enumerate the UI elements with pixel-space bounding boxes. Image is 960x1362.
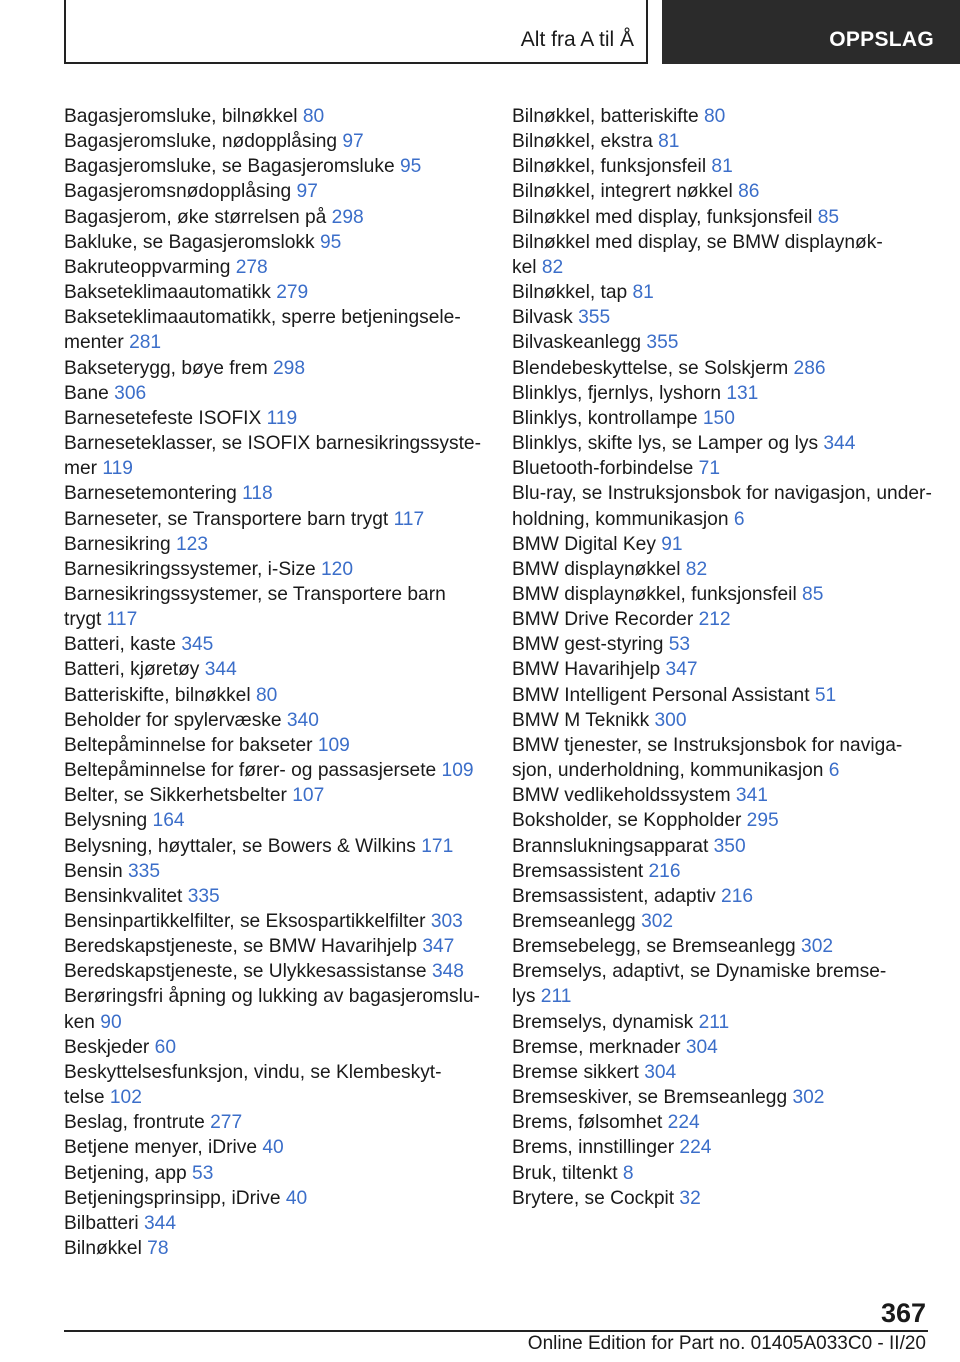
section-title: Alt fra A til Å (520, 28, 634, 51)
index-entry (512, 1186, 932, 1211)
index-entry-text: Bilnøkkel, funksjonsfeil 81 (512, 156, 733, 178)
page-reference-link[interactable]: 97 (342, 131, 364, 153)
index-entry (64, 834, 484, 859)
index-entry (512, 1060, 932, 1085)
index-entry (512, 607, 932, 632)
index-entry-text: BMW Intelligent Personal Assistant 51 (512, 684, 837, 706)
page-reference-link[interactable]: 6 (733, 508, 745, 530)
page-reference-link[interactable]: 78 (147, 1238, 169, 1260)
index-entry-text: Bakluke, se Bagasjeromslokk 95 (64, 231, 342, 253)
index-entry-text: BMW Drive Recorder 212 (512, 609, 731, 631)
page-reference-link[interactable]: 95 (399, 156, 422, 178)
index-entry (64, 1161, 484, 1186)
index-entry-text: Blu-ray, se Instruksjonsbok for navigasjon, under‐ (512, 483, 932, 505)
page-reference-link[interactable]: 40 (262, 1137, 284, 1159)
index-entry-text: Blinklys, skifte lys, se Lamper og lys 344 (512, 433, 856, 455)
index-entry-text: Bremse sikkert 304 (512, 1061, 677, 1083)
page-reference-link[interactable]: 306 (114, 382, 147, 404)
index-entry-text: Barnesikringssystemer, i-Size 120 (64, 558, 353, 580)
index-entry (512, 582, 932, 607)
page-reference-link[interactable]: 53 (192, 1162, 214, 1184)
index-entry (64, 507, 484, 532)
index-entry-text: Bagasjeromsluke, bilnøkkel 80 (64, 106, 325, 127)
index-entry (512, 1035, 932, 1060)
page-reference-link[interactable]: 102 (109, 1087, 142, 1109)
index-entry-text: Bluetooth-forbindelse 71 (512, 458, 721, 480)
page-reference-link[interactable]: 80 (703, 106, 726, 127)
page-reference-link[interactable]: 303 (430, 911, 463, 932)
index-entry (512, 1135, 932, 1160)
index-entry (64, 431, 484, 481)
page-reference-link[interactable]: 344 (204, 659, 237, 681)
page-reference-link[interactable]: 80 (302, 106, 325, 127)
page-reference-link[interactable]: 350 (713, 835, 746, 857)
index-entry (512, 733, 932, 783)
index-entry-text: Bilnøkkel med display, funksjonsfeil 85 (512, 206, 840, 228)
index-entry (512, 909, 932, 934)
index-entry-text: Barneseter, se Transportere barn trygt 117 (64, 508, 425, 530)
index-entry (512, 1161, 932, 1186)
index-entry (64, 154, 484, 179)
index-entry-text: BMW Digital Key 91 (512, 533, 683, 555)
index-entry (512, 859, 932, 884)
page-reference-link[interactable]: 355 (578, 307, 611, 329)
index-entry-text: BMW displaynøkkel 82 (512, 558, 708, 580)
index-entry-text: Bane 306 (64, 382, 147, 404)
page-reference-link[interactable]: 304 (685, 1036, 718, 1058)
index-entry-text: Bremse, merknader 304 (512, 1036, 718, 1058)
index-entry (512, 808, 932, 833)
footer-rule-right (862, 1330, 928, 1332)
index-entry-text: Batteriskifte, bilnøkkel 80 (64, 684, 278, 706)
index-entry-text: Berøringsfri åpning og lukking av bagasjeromslu‐ (64, 986, 480, 1008)
page-reference-link[interactable]: 109 (317, 734, 350, 756)
index-entry-text: ken 90 (64, 1011, 122, 1033)
index-entry (512, 179, 932, 204)
index-entry (64, 808, 484, 833)
index-entry (512, 657, 932, 682)
index-entry (64, 758, 484, 783)
index-entry-text: Bilbatteri 344 (64, 1212, 176, 1234)
index-entry-text: Bakseterygg, bøye frem 298 (64, 357, 306, 379)
index-entry-text: Bensinkvalitet 335 (64, 885, 220, 907)
page-reference-link[interactable]: 277 (210, 1112, 243, 1134)
page-reference-link[interactable]: 224 (679, 1137, 712, 1159)
page-reference-link[interactable]: 348 (431, 961, 464, 983)
index-entry (64, 305, 484, 355)
page-reference-link[interactable]: 86 (738, 181, 760, 203)
index-entry (512, 431, 932, 456)
page-reference-link[interactable]: 304 (644, 1061, 677, 1083)
page-reference-link[interactable]: 81 (632, 282, 654, 304)
index-entry-text: Barneseteklasser, se ISOFIX barnesikringssyste‐ (64, 433, 481, 455)
index-entry (64, 1236, 484, 1261)
index-entry (64, 230, 484, 255)
index-entry-text: Belter, se Sikkerhetsbelter 107 (64, 785, 325, 807)
index-entry (512, 481, 932, 531)
index-entry (512, 129, 932, 154)
index-entry-text: Bagasjeromsluke, se Bagasjeromsluke 95 (64, 156, 422, 178)
page-reference-link[interactable]: 347 (665, 659, 698, 681)
index-column-left (64, 104, 484, 1261)
index-entry-text: Brems, følsomhet 224 (512, 1112, 700, 1134)
page-reference-link[interactable]: 212 (698, 609, 731, 631)
page-reference-link[interactable]: 8 (622, 1162, 634, 1184)
page-reference-link[interactable]: 298 (331, 206, 364, 228)
index-entry (512, 381, 932, 406)
index-entry-text: Barnesikring 123 (64, 533, 208, 555)
index-entry-text: BMW gest-styring 53 (512, 634, 691, 656)
index-entry (512, 683, 932, 708)
index-entry-text: Bilnøkkel, tap 81 (512, 282, 654, 304)
index-entry (512, 305, 932, 330)
index-entry-text: Beskyttelsesfunksjon, vindu, se Klembeskyt‐ (64, 1061, 442, 1083)
page-reference-link[interactable]: 302 (792, 1087, 825, 1109)
index-entry-text: BMW tjenester, se Instruksjonsbok for naviga‐ (512, 734, 903, 756)
page-reference-link[interactable]: 340 (286, 709, 319, 731)
footer-edition: Online Edition for Part no. 01405A033C0 - II/20 (527, 1333, 926, 1354)
index-entry-text: BMW vedlikeholdssystem 341 (512, 785, 768, 807)
page-reference-link[interactable]: 80 (255, 684, 278, 706)
index-entry (64, 557, 484, 582)
index-entry (512, 330, 932, 355)
page-reference-link[interactable]: 302 (801, 936, 834, 958)
page-reference-link[interactable]: 341 (735, 785, 768, 807)
page-reference-link[interactable]: 224 (667, 1112, 700, 1134)
index-entry-text: Bilnøkkel, batteriskifte 80 (512, 106, 726, 127)
index-entry-text: Bremsassistent 216 (512, 860, 681, 882)
index-entry-text: Bilnøkkel 78 (64, 1238, 169, 1260)
index-entry (512, 104, 932, 129)
index-entry-text: Bensinpartikkelfilter, se Eksospartikkelfilter 303 (64, 911, 463, 932)
index-entry (64, 179, 484, 204)
index-entry-text: Betjene menyer, iDrive 40 (64, 1137, 284, 1159)
index-entry (64, 783, 484, 808)
page-reference-link[interactable]: 60 (154, 1036, 176, 1058)
index-entry (512, 406, 932, 431)
index-entry-text: Beredskapstjeneste, se BMW Havarihjelp 347 (64, 936, 455, 958)
index-entry-text: Bagasjeromsluke, nødopplåsing 97 (64, 131, 364, 153)
index-entry-text: Bakruteoppvarming 278 (64, 256, 268, 278)
index-entry (512, 1010, 932, 1035)
page-reference-link[interactable]: 164 (152, 810, 185, 832)
page-reference-link[interactable]: 117 (106, 609, 138, 631)
index-entry-text: BMW displaynøkkel, funksjonsfeil 85 (512, 583, 824, 605)
page-reference-link[interactable]: 85 (802, 583, 824, 605)
index-entry-text: Bremsassistent, adaptiv 216 (512, 885, 754, 907)
page-reference-link[interactable]: 90 (100, 1011, 122, 1033)
index-entry-text: Bilnøkkel, ekstra 81 (512, 131, 680, 153)
index-entry-text: Bremselys, adaptivt, se Dynamiske bremse‐ (512, 961, 887, 983)
index-entry (64, 406, 484, 431)
page-reference-link[interactable]: 117 (393, 508, 425, 530)
page-reference-link[interactable]: 344 (823, 433, 856, 455)
index-entry-text: Batteri, kaste 345 (64, 634, 214, 656)
index-entry (512, 708, 932, 733)
page-reference-link[interactable]: 355 (646, 332, 679, 354)
page-reference-link[interactable]: 300 (654, 709, 687, 731)
header-chapter-tab[interactable] (662, 0, 960, 64)
index-entry-text: holdning, kommunikasjon 6 (512, 508, 745, 530)
index-entry-text: Barnesetemontering 118 (64, 483, 273, 505)
index-entry-text: Beskjeder 60 (64, 1036, 176, 1058)
index-entry (512, 456, 932, 481)
index-entry-text: Beltepåminnelse for bakseter 109 (64, 734, 350, 756)
index-entry-text: Bagasjerom, øke størrelsen på 298 (64, 206, 364, 228)
page-reference-link[interactable]: 211 (540, 986, 572, 1008)
page-reference-link[interactable]: 53 (668, 634, 691, 656)
index-entry-text: Beltepåminnelse for fører- og passasjersete 109 (64, 760, 474, 782)
index-entry (64, 255, 484, 280)
index-entry (512, 632, 932, 657)
page-reference-link[interactable]: 6 (828, 760, 840, 782)
index-entry (64, 859, 484, 884)
index-entry-text: Barnesetefeste ISOFIX 119 (64, 407, 298, 429)
index-entry (64, 381, 484, 406)
index-entry (64, 280, 484, 305)
index-entry-text: mer 119 (64, 458, 133, 480)
index-entry-text: Bremselys, dynamisk 211 (512, 1011, 730, 1033)
page-reference-link[interactable]: 51 (814, 684, 837, 706)
page-reference-link[interactable]: 97 (296, 181, 318, 203)
index-entry (64, 1211, 484, 1236)
page-reference-link[interactable]: 216 (648, 860, 681, 882)
index-entry-text: telse 102 (64, 1087, 142, 1109)
index-entry-text: Brannslukningsapparat 350 (512, 835, 746, 857)
index-entry (64, 1110, 484, 1135)
index-entry-text: Bremseanlegg 302 (512, 911, 674, 932)
index-entry-text: Bremseskiver, se Bremseanlegg 302 (512, 1087, 825, 1109)
page-reference-link[interactable]: 120 (320, 558, 353, 580)
page-reference-link[interactable]: 81 (658, 131, 680, 153)
page-reference-link[interactable]: 345 (181, 634, 214, 656)
index-entry-text: Bagasjeromsnødopplåsing 97 (64, 181, 318, 203)
page-reference-link[interactable]: 82 (685, 558, 708, 580)
page-reference-link[interactable]: 119 (102, 458, 133, 480)
index-entry-text: Bruk, tiltenkt 8 (512, 1162, 634, 1184)
chapter-title: OPPSLAG (829, 28, 934, 51)
page-reference-link[interactable]: 95 (319, 231, 342, 253)
index-entry (64, 1035, 484, 1060)
index-entry-text: Bilvaskeanlegg 355 (512, 332, 679, 354)
index-entry-text: Belysning, høyttaler, se Bowers & Wilkins 171 (64, 835, 454, 857)
index-entry (64, 104, 484, 129)
index-entry-text: BMW Havarihjelp 347 (512, 659, 698, 681)
page-reference-link[interactable]: 302 (641, 911, 674, 932)
index-entry (512, 154, 932, 179)
index-entry (512, 834, 932, 859)
index-entry (512, 934, 932, 959)
index-entry (512, 557, 932, 582)
page-reference-link[interactable]: 278 (235, 256, 268, 278)
page-reference-link[interactable]: 298 (273, 357, 306, 379)
footer-rule (64, 1330, 862, 1332)
index-entry-text: Betjening, app 53 (64, 1162, 214, 1184)
index-entry-text: Bilnøkkel, integrert nøkkel 86 (512, 181, 760, 203)
index-entry (64, 1060, 484, 1110)
index-entry (512, 1110, 932, 1135)
page-reference-link[interactable]: 109 (441, 760, 474, 782)
page-reference-link[interactable]: 107 (292, 785, 325, 807)
index-entry-text: Bremsebelegg, se Bremseanlegg 302 (512, 936, 834, 958)
header-section-box (64, 0, 648, 64)
index-entry-text: Batteri, kjøretøy 344 (64, 659, 237, 681)
index-entry (64, 1186, 484, 1211)
page-reference-link[interactable]: 279 (276, 282, 309, 304)
page-reference-link[interactable]: 82 (541, 256, 564, 278)
index-entry (512, 356, 932, 381)
index-entry-text: Beslag, frontrute 277 (64, 1112, 243, 1134)
index-entry-text: Brytere, se Cockpit 32 (512, 1187, 701, 1209)
index-entry-text: Bensin 335 (64, 860, 161, 882)
page-reference-link[interactable]: 150 (702, 407, 735, 429)
index-entry-text: Belysning 164 (64, 810, 185, 832)
index-entry-text: Bilvask 355 (512, 307, 611, 329)
index-entry (64, 657, 484, 682)
page-reference-link[interactable]: 81 (711, 156, 733, 178)
index-entry (64, 959, 484, 984)
index-entry-text: Bakseteklimaautomatikk, sperre betjeningsele‐ (64, 307, 461, 329)
index-entry-text: Boksholder, se Koppholder 295 (512, 810, 779, 832)
index-entry (64, 481, 484, 506)
page-reference-link[interactable]: 295 (746, 810, 779, 832)
page-reference-link[interactable]: 281 (129, 332, 162, 354)
index-entry (512, 205, 932, 230)
index-entry (64, 909, 484, 934)
index-entry (64, 984, 484, 1034)
page-reference-link[interactable]: 344 (143, 1212, 176, 1234)
page-reference-link[interactable]: 118 (242, 483, 273, 505)
page-number: 367 (880, 1298, 926, 1328)
index-entry-text: sjon, underholdning, kommunikasjon 6 (512, 760, 840, 782)
index-entry (64, 129, 484, 154)
page-reference-link[interactable]: 40 (285, 1187, 308, 1209)
index-entry-text: lys 211 (512, 986, 572, 1008)
index-entry (64, 632, 484, 657)
page-reference-link[interactable]: 335 (187, 885, 220, 907)
page-reference-link[interactable]: 119 (266, 407, 298, 429)
index-column-right (512, 104, 932, 1211)
page-reference-link[interactable]: 171 (421, 835, 454, 857)
page-reference-link[interactable]: 123 (175, 533, 208, 555)
index-entry (64, 934, 484, 959)
index-entry-text: Brems, innstillinger 224 (512, 1137, 712, 1159)
index-entry-text: BMW M Teknikk 300 (512, 709, 687, 731)
index-entry (512, 884, 932, 909)
index-entry (512, 230, 932, 280)
index-entry (512, 280, 932, 305)
index-entry-text: Betjeningsprinsipp, iDrive 40 (64, 1187, 308, 1209)
index-entry (64, 884, 484, 909)
index-entry-text: Bakseteklimaautomatikk 279 (64, 282, 309, 304)
index-entry-text: Blinklys, fjernlys, lyshorn 131 (512, 382, 759, 404)
page-reference-link[interactable]: 211 (698, 1011, 730, 1033)
index-entry (512, 959, 932, 1009)
index-entry (64, 205, 484, 230)
index-entry-text: Barnesikringssystemer, se Transportere barn (64, 583, 446, 605)
index-entry-text: Beredskapstjeneste, se Ulykkesassistanse 348 (64, 961, 464, 983)
index-entry-text: trygt 117 (64, 609, 138, 631)
page-reference-link[interactable]: 347 (422, 936, 455, 958)
page-reference-link[interactable]: 286 (793, 357, 826, 379)
index-entry (512, 1085, 932, 1110)
page-reference-link[interactable]: 85 (817, 206, 840, 228)
index-entry-text: Bilnøkkel med display, se BMW displaynøk‐ (512, 231, 883, 253)
index-entry (512, 783, 932, 808)
index-entry-text: menter 281 (64, 332, 162, 354)
index-entry (64, 1135, 484, 1160)
index-entry-text: kel 82 (512, 256, 564, 278)
page-reference-link[interactable]: 71 (698, 458, 721, 480)
index-entry-text: Blinklys, kontrollampe 150 (512, 407, 735, 429)
index-entry (64, 733, 484, 758)
index-entry (64, 356, 484, 381)
page-reference-link[interactable]: 131 (726, 382, 759, 404)
index-entry (64, 708, 484, 733)
index-entry-text: Beholder for spylervæske 340 (64, 709, 319, 731)
page-reference-link[interactable]: 32 (679, 1187, 701, 1209)
index-entry (512, 532, 932, 557)
index-entry (64, 683, 484, 708)
index-entry (64, 582, 484, 632)
index-entry (64, 532, 484, 557)
page-reference-link[interactable]: 335 (128, 860, 161, 882)
page-reference-link[interactable]: 91 (661, 533, 683, 555)
index-entry-text: Blendebeskyttelse, se Solskjerm 286 (512, 357, 826, 379)
page-reference-link[interactable]: 216 (721, 885, 754, 907)
